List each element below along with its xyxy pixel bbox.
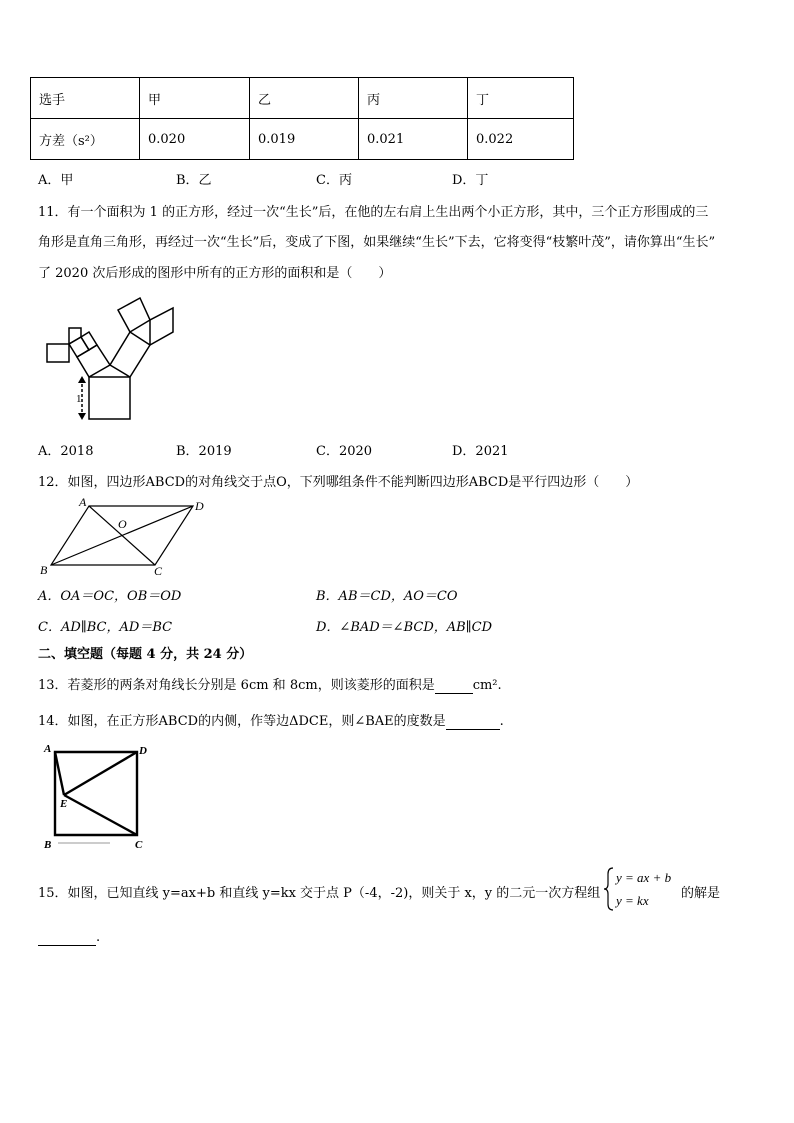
point-label: E	[60, 798, 68, 810]
small-square	[150, 308, 173, 345]
q12-option-b: B．AB＝CD，AO＝CO	[316, 589, 458, 604]
q14-square-figure	[40, 740, 160, 855]
small-square	[118, 298, 150, 332]
small-square	[69, 337, 89, 357]
q11-text-line1: 11．有一个面积为 1 的正方形，经过一次“生长”后，在他的左右肩上生出两个小正方形，其中，三个正方形围成的三	[38, 205, 709, 220]
variance-table	[30, 77, 574, 160]
q10-option-c: C．丙	[316, 173, 352, 188]
diagonal-bd	[51, 506, 193, 565]
table-cell: 丙	[359, 78, 468, 119]
arrow-up-icon	[78, 376, 86, 383]
q13-text	[38, 674, 502, 694]
q12-text: 12．如图，四边形ABCD的对角线交于点O，下列哪组条件不能判断四边形ABCD是平行四边形（ ）	[38, 475, 639, 490]
point-label: A	[79, 496, 87, 509]
q15-text: 15．如图，已知直线 y=ax+b 和直线 y=kx 交于点 P（-4，-2)，则关于 x，y 的二元一次方程组	[38, 886, 601, 901]
brace-icon	[604, 868, 613, 910]
q10-option-b: B．乙	[176, 173, 212, 188]
point-label: O	[118, 517, 127, 531]
small-square	[81, 332, 97, 350]
q12-parallelogram-figure	[38, 496, 218, 578]
segment-ec	[64, 795, 137, 835]
q11-text-line3: 了 2020 次后形成的图形中所有的正方形的面积和是（ ）	[38, 266, 392, 281]
q15-period: .	[96, 930, 101, 945]
left-square	[77, 345, 110, 377]
small-square	[47, 344, 69, 362]
point-label: C	[135, 839, 143, 851]
table-cell: 丁	[468, 78, 574, 119]
table-cell: 0.021	[359, 119, 468, 160]
table-cell: 乙	[250, 78, 359, 119]
q12-option-c: C．AD∥BC，AD＝BC	[38, 620, 173, 635]
q10-option-a: A．甲	[38, 173, 74, 188]
table-cell: 0.020	[140, 119, 250, 160]
q14-text	[38, 710, 504, 730]
section-heading: 二、填空题（每题 4 分，共 24 分）	[38, 647, 253, 662]
q14-question: 14．如图，在正方形ABCD的内侧，作等边ΔDCE，则∠BAE的度数是	[38, 714, 446, 729]
right-square	[110, 332, 150, 377]
point-label: B	[44, 839, 52, 851]
table-row	[31, 119, 574, 160]
answer-blank	[446, 714, 500, 730]
equation-1: y = ax + b	[616, 870, 672, 885]
point-label: A	[44, 743, 52, 755]
table-cell: 选手	[31, 78, 140, 119]
q10-option-d: D．丁	[452, 173, 489, 188]
table-cell: 0.022	[468, 119, 574, 160]
base-square	[89, 377, 130, 419]
table-header-row	[31, 78, 574, 119]
q11-option-a: A．2018	[38, 444, 94, 459]
table-cell: 0.019	[250, 119, 359, 160]
q11-option-c: C．2020	[316, 444, 373, 459]
q13-unit: cm².	[472, 678, 502, 693]
equation-system	[603, 865, 683, 913]
q11-text-line2: 角形是直角三角形，再经过一次“生长”后，变成了下图，如果继续“生长”下去，它将变得“枝繁叶茂”，请你算出“生长”	[38, 235, 716, 250]
q12-option-d: D．∠BAD＝∠BCD，AB∥CD	[316, 620, 493, 635]
equation-2: y = kx	[616, 893, 649, 908]
point-label: C	[154, 564, 163, 578]
q11-pythagoras-tree-figure	[40, 292, 190, 427]
segment-ae	[55, 752, 64, 795]
figure-label: 1	[76, 393, 82, 405]
point-label: D	[139, 745, 147, 757]
q15-tail: 的解是	[681, 886, 721, 901]
q15-answer-line	[38, 930, 100, 946]
q14-period: .	[499, 714, 504, 729]
q11-option-d: D．2021	[452, 444, 509, 459]
arrow-down-icon	[78, 413, 86, 420]
segment-de	[64, 752, 137, 795]
table-cell: 方差（s²）	[31, 119, 140, 160]
q13-question: 13．若菱形的两条对角线长分别是 6cm 和 8cm，则该菱形的面积是	[38, 678, 435, 693]
answer-blank	[38, 930, 96, 946]
table-cell: 甲	[140, 78, 250, 119]
small-square	[69, 328, 81, 344]
q11-option-b: B．2019	[176, 444, 232, 459]
answer-blank	[435, 678, 473, 694]
q12-option-a: A．OA＝OC，OB＝OD	[38, 589, 182, 604]
point-label: D	[195, 499, 204, 513]
point-label: B	[40, 563, 48, 577]
